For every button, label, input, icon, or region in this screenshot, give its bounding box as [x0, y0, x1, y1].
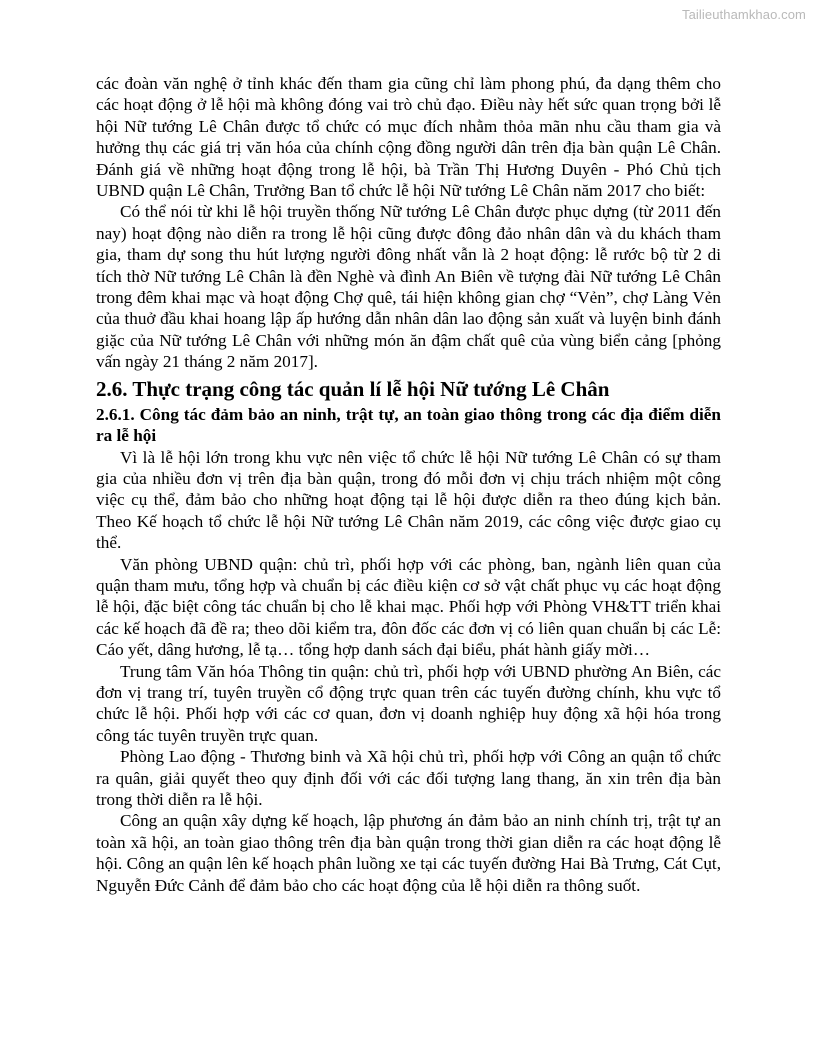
paragraph-labour-department: Phòng Lao động - Thương binh và Xã hội chủ trì, phối hợp với Công an quận tổ chức ra quân, giải quyết theo quy định đối với các đối tượng lang thang, ăn xin trên địa bàn trong thời diễn ra lễ hội.	[96, 747, 721, 809]
paragraph-district-office: Văn phòng UBND quận: chủ trì, phối hợp với các phòng, ban, ngành liên quan của quận tham mưu, tổng hợp và chuẩn bị các điều kiện cơ sở vật chất phục vụ các hoạt động lễ hội, đặc biệt công tác chuẩn bị cho lễ khai mạc. Phối hợp với Phòng VH&TT triển khai các kế hoạch đã đề ra; theo dõi kiểm tra, đôn đốc các đơn vị có liên quan chuẩn bị các Lễ: Cáo yết, dâng hương, lễ tạ… tổng hợp danh sách đại biểu, phát hành giấy mời…	[96, 554, 721, 660]
watermark-text: Tailieuthamkhao.com	[681, 7, 806, 22]
subsection-heading: 2.6.1. Công tác đảm bảo an ninh, trật tự, an toàn giao thông trong các địa điểm diễn ra lễ hội	[96, 404, 721, 446]
paragraph-culture-center: Trung tâm Văn hóa Thông tin quận: chủ trì, phối hợp với UBND phường An Biên, các đơn vị trang trí, tuyên truyền cổ động trực quan trên các tuyến đường chính, khu vực tổ chức lễ hội. Phối hợp với các cơ quan, đơn vị doanh nghiệp huy động xã hội hóa trong công tác tuyên truyền trực quan.	[96, 661, 721, 745]
paragraph-interview-quote: Có thể nói từ khi lễ hội truyền thống Nữ tướng Lê Chân được phục dựng (từ 2011 đến nay) hoạt động nào diễn ra trong lễ hội cũng được đông đảo nhân dân và du khách tham gia, tham dự song thu hút lượng người đông nhất vẫn là 2 hoạt động: lễ rước bộ từ 2 di tích thờ Nữ tướng Lê Chân là đền Nghè và đình An Biên về tượng đài Nữ tướng Lê Chân trong đêm khai mạc và hoạt động Chợ quê, tái hiện không gian chợ “Vẻn”, chợ Làng Vẻn của thuở đầu khai hoang lập ấp hướng dẫn nhân dân lao động sản xuất và luyện binh đánh giặc của Nữ tướng Lê Chân với những món ăn đậm chất quê của vùng biển cảng [phỏng vấn ngày 21 tháng 2 năm 2017].	[96, 202, 721, 372]
document-body	[96, 73, 721, 896]
section-heading: 2.6. Thực trạng công tác quản lí lễ hội Nữ tướng Lê Chân	[96, 376, 610, 401]
paragraph-intro-continued: các đoàn văn nghệ ở tỉnh khác đến tham gia cũng chỉ làm phong phú, đa dạng thêm cho các hoạt động ở lễ hội mà không đóng vai trò chủ đạo. Điều này hết sức quan trọng bởi lễ hội Nữ tướng Lê Chân được tổ chức có mục đích nhằm thỏa mãn nhu cầu tham gia và hưởng thụ các giá trị văn hóa của chính cộng đồng người dân trên địa bàn quận Lê Chân. Đánh giá về những hoạt động trong lễ hội, bà Trần Thị Hương Duyên - Phó Chủ tịch UBND quận Lê Chân, Trưởng Ban tổ chức lễ hội Nữ tướng Lê Chân năm 2017 cho biết:	[96, 74, 721, 201]
paragraph-district-police: Công an quận xây dựng kế hoạch, lập phương án đảm bảo an ninh chính trị, trật tự an toàn xã hội, an toàn giao thông trên địa bàn quận trong thời gian diễn ra các hoạt động lễ hội. Công an quận lên kế hoạch phân luồng xe tại các tuyến đường Hai Bà Trưng, Cát Cụt, Nguyễn Đức Cảnh để đảm bảo cho các hoạt động của lễ hội diễn ra thông suốt.	[96, 811, 721, 895]
paragraph-overview: Vì là lễ hội lớn trong khu vực nên việc tổ chức lễ hội Nữ tướng Lê Chân có sự tham gia của nhiều đơn vị trên địa bàn quận, trong đó mỗi đơn vị chịu trách nhiệm một công việc cụ thể, đảm bảo cho những hoạt động tại lễ hội được diễn ra theo đúng kịch bản. Theo Kế hoạch tổ chức lễ hội Nữ tướng Lê Chân năm 2019, các công việc được giao cụ thể.	[96, 447, 721, 553]
